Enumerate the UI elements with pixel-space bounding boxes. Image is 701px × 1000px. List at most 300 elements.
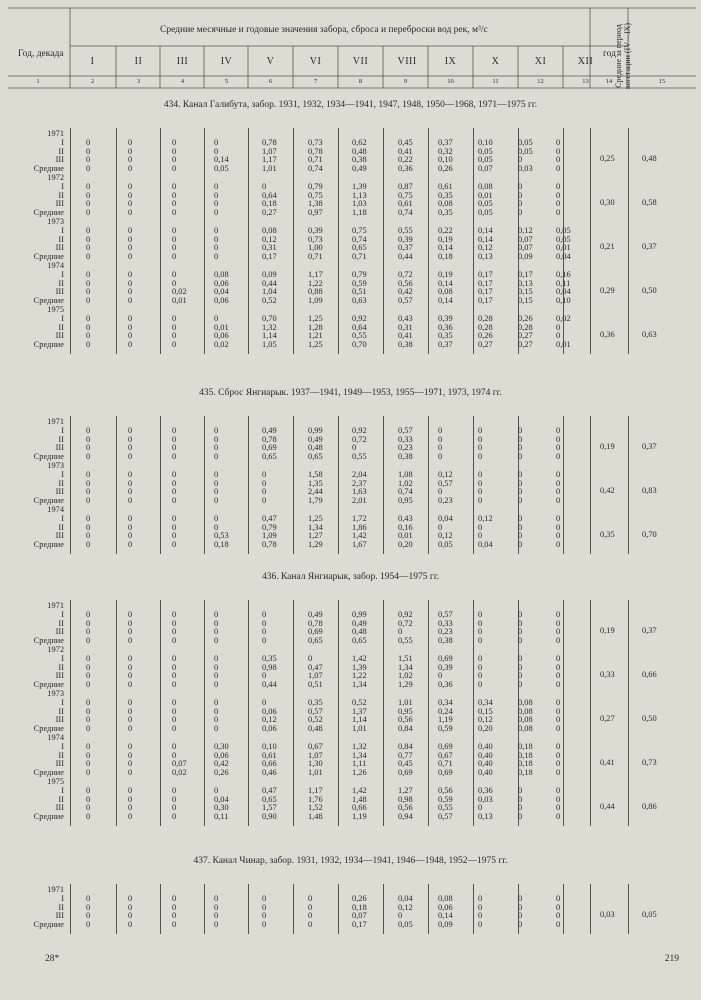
table-cell: 0 (172, 911, 177, 921)
mean-row-label: Средние (33, 252, 64, 262)
table-cell: 0,23 (398, 443, 413, 453)
table-cell: 0,09 (262, 269, 277, 279)
column-number-13: 13 (582, 78, 589, 85)
table-cell: 0,44 (262, 680, 277, 690)
table-cell: 0 (86, 540, 91, 550)
table-cell: 0,08 (438, 893, 453, 903)
table-cell: 0,07 (352, 911, 367, 921)
table-cell: 0 (262, 671, 267, 681)
table-cell: 0 (172, 322, 177, 332)
table-cell: 0 (518, 636, 523, 646)
table-cell: 0 (128, 322, 133, 332)
table-cell: 0 (128, 662, 133, 672)
table-cell: 0 (308, 911, 313, 921)
table-cell: 0 (556, 513, 561, 523)
table-cell: 0,95 (398, 706, 413, 716)
table-cell: 0,90 (262, 812, 277, 822)
table-cell: 0 (308, 902, 313, 912)
table-cell: 0 (262, 627, 267, 637)
table-cell: 0 (172, 671, 177, 681)
table-cell: 0 (86, 496, 91, 506)
decade-2-row-label: II (58, 322, 64, 332)
table-cell: 0 (172, 340, 177, 350)
table-cell: 0 (128, 513, 133, 523)
table-cell: 0,33 (398, 434, 413, 444)
table-cell: 0 (518, 487, 523, 497)
table-cell: 0,48 (308, 443, 323, 453)
table-cell: 0 (556, 893, 561, 903)
table-cell: 0,31 (398, 322, 413, 332)
table-cell: 0 (86, 331, 91, 341)
table-cell: 0 (478, 893, 483, 903)
mean-row-label: Средние (33, 812, 64, 822)
table-cell: 0 (438, 487, 443, 497)
table-cell: 0 (86, 618, 91, 628)
table-cell: 0 (128, 911, 133, 921)
table-cell: 0 (478, 662, 483, 672)
table-cell: 0,01 (478, 190, 493, 200)
table-cell: 0 (518, 434, 523, 444)
table-cell: 0,19 (438, 269, 453, 279)
table-cell: 0 (556, 425, 561, 435)
table-cell: 0 (518, 181, 523, 191)
veg-mean-cell: 0,05 (642, 910, 657, 920)
period-header: Средние за период вегетации (IV—IX) (614, 22, 632, 90)
table-cell: 0,62 (352, 137, 367, 147)
column-rule (590, 416, 591, 554)
year-mean-cell: 0,41 (600, 758, 615, 768)
table-cell: 0,17 (518, 269, 533, 279)
table-cell: 0 (556, 469, 561, 479)
table-cell: 0,04 (398, 893, 413, 903)
table-cell: 0,05 (478, 146, 493, 156)
table-cell: 0 (128, 496, 133, 506)
table-cell: 0 (128, 208, 133, 218)
table-cell: 0,39 (308, 225, 323, 235)
table-cell: 0,36 (398, 164, 413, 174)
column-rule (70, 600, 71, 826)
table-cell: 0 (556, 785, 561, 795)
table-cell: 0 (478, 636, 483, 646)
table-cell: 1,07 (308, 750, 323, 760)
veg-mean-cell: 0,37 (642, 442, 657, 452)
table-cell: 0 (86, 803, 91, 813)
table-cell: 0 (214, 724, 219, 734)
table-cell: 0,02 (172, 287, 187, 297)
year-label-label: 1974 (47, 261, 64, 270)
table-cell: 0,20 (478, 724, 493, 734)
table-cell: 0 (172, 715, 177, 725)
table-cell: 0,69 (438, 653, 453, 663)
table-cell: 0 (518, 190, 523, 200)
column-rule (160, 128, 161, 354)
table-cell: 0 (172, 893, 177, 903)
table-cell: 0 (128, 920, 133, 930)
table-cell: 0 (172, 636, 177, 646)
table-cell: 0 (556, 322, 561, 332)
table-cell: 0,71 (308, 155, 323, 165)
table-cell: 0,98 (398, 794, 413, 804)
table-cell: 0,16 (398, 522, 413, 532)
table-cell: 0 (86, 662, 91, 672)
table-cell: 0 (556, 653, 561, 663)
table-cell: 1,17 (262, 155, 277, 165)
table-cell: 0 (556, 199, 561, 209)
decade-1-row-label: I (61, 653, 64, 663)
table-cell: 0 (556, 452, 561, 462)
decade-1-row-label: I (61, 893, 64, 903)
table-cell: 0,75 (398, 190, 413, 200)
month-header-2: II (134, 56, 143, 67)
table-cell: 0 (86, 911, 91, 921)
year-label-label: 1973 (47, 689, 64, 698)
table-cell: 0 (214, 715, 219, 725)
table-cell: 0,44 (398, 252, 413, 262)
table-cell: 0 (128, 653, 133, 663)
table-cell: 0 (478, 902, 483, 912)
table-cell: 0,78 (262, 540, 277, 550)
table-cell: 0,69 (308, 627, 323, 637)
table-cell: 0 (556, 155, 561, 165)
table-cell: 0,07 (518, 243, 533, 253)
table-cell: 0,49 (262, 425, 277, 435)
table-cell: 0,05 (438, 540, 453, 550)
table-cell: 0 (214, 697, 219, 707)
table-cell: 0 (128, 252, 133, 262)
table-cell: 0,70 (352, 340, 367, 350)
table-cell: 0 (86, 627, 91, 637)
table-cell: 1,25 (308, 313, 323, 323)
table-cell: 0 (172, 609, 177, 619)
table-cell: 1,25 (308, 340, 323, 350)
table-cell: 0 (172, 920, 177, 930)
table-cell: 0,59 (438, 794, 453, 804)
table-cell: 0 (172, 146, 177, 156)
table-cell: 0 (556, 680, 561, 690)
table-cell: 0,69 (438, 741, 453, 751)
table-cell: 0 (556, 331, 561, 341)
table-cell: 0,48 (352, 627, 367, 637)
table-cell: 1,79 (308, 496, 323, 506)
year-mean-cell: 0,30 (600, 198, 615, 208)
table-cell: 0 (518, 540, 523, 550)
table-cell: 0 (172, 724, 177, 734)
month-header-4: IV (220, 56, 233, 67)
table-cell: 0,16 (556, 269, 571, 279)
table-cell: 0 (128, 697, 133, 707)
table-cell: 0 (214, 920, 219, 930)
table-cell: 0 (518, 496, 523, 506)
table-cell: 0 (172, 680, 177, 690)
column-rule (204, 600, 205, 826)
table-cell: 0,47 (262, 785, 277, 795)
table-cell: 0,04 (214, 794, 229, 804)
year-mean-cell: 0,27 (600, 714, 615, 724)
table-cell: 0,42 (214, 759, 229, 769)
table-cell: 0,55 (398, 225, 413, 235)
table-cell: 0,18 (518, 759, 533, 769)
table-cell: 1,01 (308, 768, 323, 778)
table-cell: 0,26 (214, 768, 229, 778)
table-cell: 0 (86, 340, 91, 350)
table-cell: 0 (86, 234, 91, 244)
table-cell: 1,48 (308, 812, 323, 822)
table-cell: 0 (214, 452, 219, 462)
column-rule (338, 884, 339, 934)
table-cell: 1,34 (352, 750, 367, 760)
table-cell: 0,65 (308, 636, 323, 646)
table-cell: 0,09 (518, 252, 533, 262)
table-cell: 1,72 (352, 513, 367, 523)
table-cell: 0 (86, 443, 91, 453)
table-cell: 0 (556, 662, 561, 672)
table-cell: 0,22 (398, 155, 413, 165)
table-cell: 0,72 (398, 269, 413, 279)
table-cell: 0,39 (398, 234, 413, 244)
table-cell: 0,52 (352, 697, 367, 707)
table-cell: 0,37 (438, 340, 453, 350)
table-cell: 0 (518, 911, 523, 921)
section-title: 435. Сброс Янгиарык. 1937—1941, 1949—1953, 1955—1971, 1973, 1974 гг. (199, 388, 502, 398)
table-cell: 0,84 (398, 741, 413, 751)
table-cell: 0,14 (214, 155, 229, 165)
table-cell: 0 (128, 724, 133, 734)
page-number: 219 (664, 954, 679, 964)
year-label-label: 1972 (47, 645, 64, 654)
table-cell: 0,97 (308, 208, 323, 218)
table-cell: 0,03 (518, 164, 533, 174)
table-cell: 1,48 (352, 794, 367, 804)
table-cell: 0,59 (352, 278, 367, 288)
veg-mean-cell: 0,83 (642, 486, 657, 496)
table-cell: 0,19 (438, 234, 453, 244)
table-cell: 0 (128, 636, 133, 646)
veg-mean-cell: 0,48 (642, 154, 657, 164)
table-cell: 0 (556, 496, 561, 506)
section-title: 437. Канал Чинар, забор. 1931, 1932, 1934—1941, 1946—1948, 1952—1975 гг. (193, 856, 508, 866)
column-rule (70, 128, 71, 354)
table-cell: 0 (556, 522, 561, 532)
table-cell: 0 (128, 190, 133, 200)
table-cell: 0,12 (262, 234, 277, 244)
table-cell: 0 (214, 234, 219, 244)
table-cell: 0 (214, 478, 219, 488)
table-cell: 0,57 (398, 425, 413, 435)
table-cell: 0 (518, 662, 523, 672)
table-cell: 0 (86, 190, 91, 200)
table-cell: 0 (478, 531, 483, 541)
table-cell: 0 (438, 522, 443, 532)
column-rule (248, 884, 249, 934)
table-cell: 0,27 (262, 208, 277, 218)
decade-3-row-label: III (55, 443, 64, 453)
table-cell: 0,12 (438, 531, 453, 541)
table-cell: 0 (86, 322, 91, 332)
year-label-label: 1974 (47, 505, 64, 514)
table-cell: 0,47 (308, 662, 323, 672)
table-cell: 0 (86, 768, 91, 778)
table-cell: 0,18 (518, 768, 533, 778)
table-cell: 0 (262, 920, 267, 930)
table-cell: 1,76 (308, 794, 323, 804)
table-cell: 0 (214, 190, 219, 200)
decade-1-row-label: I (61, 225, 64, 235)
table-cell: 1,17 (308, 269, 323, 279)
decade-2-row-label: II (58, 190, 64, 200)
decade-2-row-label: II (58, 902, 64, 912)
table-cell: 0 (128, 278, 133, 288)
table-cell: 0 (214, 706, 219, 716)
veg-mean-cell: 0,37 (642, 242, 657, 252)
column-number-10: 10 (447, 78, 454, 85)
table-cell: 0 (128, 146, 133, 156)
table-cell: 0 (518, 208, 523, 218)
decade-1-row-label: I (61, 785, 64, 795)
table-cell: 0 (438, 443, 443, 453)
table-cell: 0,01 (556, 243, 571, 253)
table-cell: 0,61 (438, 181, 453, 191)
table-cell: 0,14 (438, 278, 453, 288)
table-cell: 0,12 (262, 715, 277, 725)
table-cell: 0 (172, 164, 177, 174)
table-cell: 0,38 (438, 636, 453, 646)
table-cell: 1,28 (308, 322, 323, 332)
table-cell: 0 (86, 199, 91, 209)
table-cell: 0,30 (214, 741, 229, 751)
column-number-15: 15 (658, 78, 666, 85)
table-cell: 0 (214, 653, 219, 663)
table-cell: 0 (262, 902, 267, 912)
table-cell: 0 (556, 531, 561, 541)
column-rule (338, 600, 339, 826)
table-cell: 0,35 (438, 331, 453, 341)
table-cell: 0 (478, 671, 483, 681)
veg-mean-cell: 0,58 (642, 198, 657, 208)
table-cell: 0,04 (556, 287, 571, 297)
table-cell: 1,86 (352, 522, 367, 532)
table-cell: 0,24 (438, 706, 453, 716)
table-cell: 0,57 (438, 478, 453, 488)
table-cell: 0,38 (398, 340, 413, 350)
table-cell: 0,69 (398, 768, 413, 778)
table-cell: 0 (86, 522, 91, 532)
table-cell: 0,10 (478, 137, 493, 147)
decade-2-row-label: II (58, 234, 64, 244)
table-cell: 0 (128, 155, 133, 165)
table-header-grid (0, 0, 701, 95)
table-cell: 0,06 (214, 331, 229, 341)
table-cell: 0 (128, 137, 133, 147)
section-body (0, 600, 701, 826)
table-cell: 0 (518, 794, 523, 804)
table-cell: 0,35 (438, 190, 453, 200)
table-cell: 0,13 (478, 252, 493, 262)
table-cell: 0 (214, 208, 219, 218)
veg-mean-cell: 0,66 (642, 670, 657, 680)
table-cell: 0,63 (352, 296, 367, 306)
table-cell: 0 (172, 225, 177, 235)
table-cell: 0,99 (308, 425, 323, 435)
table-cell: 1,32 (262, 322, 277, 332)
table-cell: 0,18 (438, 252, 453, 262)
column-rule (628, 884, 629, 934)
table-cell: 0,56 (438, 785, 453, 795)
table-cell: 0 (172, 252, 177, 262)
table-cell: 0,84 (398, 724, 413, 734)
decade-1-row-label: I (61, 609, 64, 619)
column-rule (293, 600, 294, 826)
table-cell: 0 (172, 137, 177, 147)
veg-mean-cell: 0,50 (642, 714, 657, 724)
table-cell: 0 (128, 434, 133, 444)
table-cell: 0,01 (556, 340, 571, 350)
decade-1-row-label: I (61, 697, 64, 707)
table-cell: 2,44 (308, 487, 323, 497)
table-cell: 0,05 (518, 146, 533, 156)
section-body (0, 884, 701, 934)
table-cell: 0 (518, 199, 523, 209)
table-cell: 0,07 (518, 234, 533, 244)
table-cell: 0,61 (262, 750, 277, 760)
table-cell: 0 (128, 750, 133, 760)
table-cell: 0 (556, 706, 561, 716)
year-header: год (603, 49, 616, 59)
table-cell: 0 (86, 208, 91, 218)
year-mean-cell: 0,33 (600, 670, 615, 680)
table-cell: 0 (556, 750, 561, 760)
decade-2-row-label: II (58, 278, 64, 288)
column-rule (563, 416, 564, 554)
table-cell: 0 (172, 452, 177, 462)
table-cell: 0,55 (352, 452, 367, 462)
table-cell: 0 (172, 443, 177, 453)
column-rule (204, 884, 205, 934)
mean-row-label: Средние (33, 340, 64, 350)
column-number-1: 1 (36, 78, 40, 85)
table-cell: 1,30 (308, 759, 323, 769)
column-rule (428, 128, 429, 354)
table-cell: 0 (172, 803, 177, 813)
table-cell: 1,14 (262, 331, 277, 341)
table-cell: 0,08 (518, 706, 533, 716)
table-cell: 0 (214, 313, 219, 323)
table-cell: 0 (438, 452, 443, 462)
table-cell: 0,05 (398, 920, 413, 930)
table-cell: 0,27 (478, 340, 493, 350)
table-cell: 0 (262, 609, 267, 619)
table-cell: 0 (556, 487, 561, 497)
year-mean-cell: 0,03 (600, 910, 615, 920)
table-cell: 0 (172, 425, 177, 435)
table-cell: 0,01 (214, 322, 229, 332)
year-mean-cell: 0,36 (600, 330, 615, 340)
table-cell: 0 (172, 618, 177, 628)
table-cell: 0,79 (308, 181, 323, 191)
mean-row-label: Средние (33, 540, 64, 550)
table-cell: 0 (172, 496, 177, 506)
table-cell: 0,78 (262, 434, 277, 444)
table-cell: 0,45 (398, 137, 413, 147)
table-cell: 1,22 (308, 278, 323, 288)
table-cell: 0 (172, 243, 177, 253)
table-cell: 0 (86, 636, 91, 646)
table-cell: 1,07 (262, 146, 277, 156)
table-cell: 0 (128, 452, 133, 462)
table-cell: 1,09 (262, 531, 277, 541)
table-cell: 0 (172, 234, 177, 244)
table-cell: 0 (214, 893, 219, 903)
table-cell: 0,65 (352, 636, 367, 646)
